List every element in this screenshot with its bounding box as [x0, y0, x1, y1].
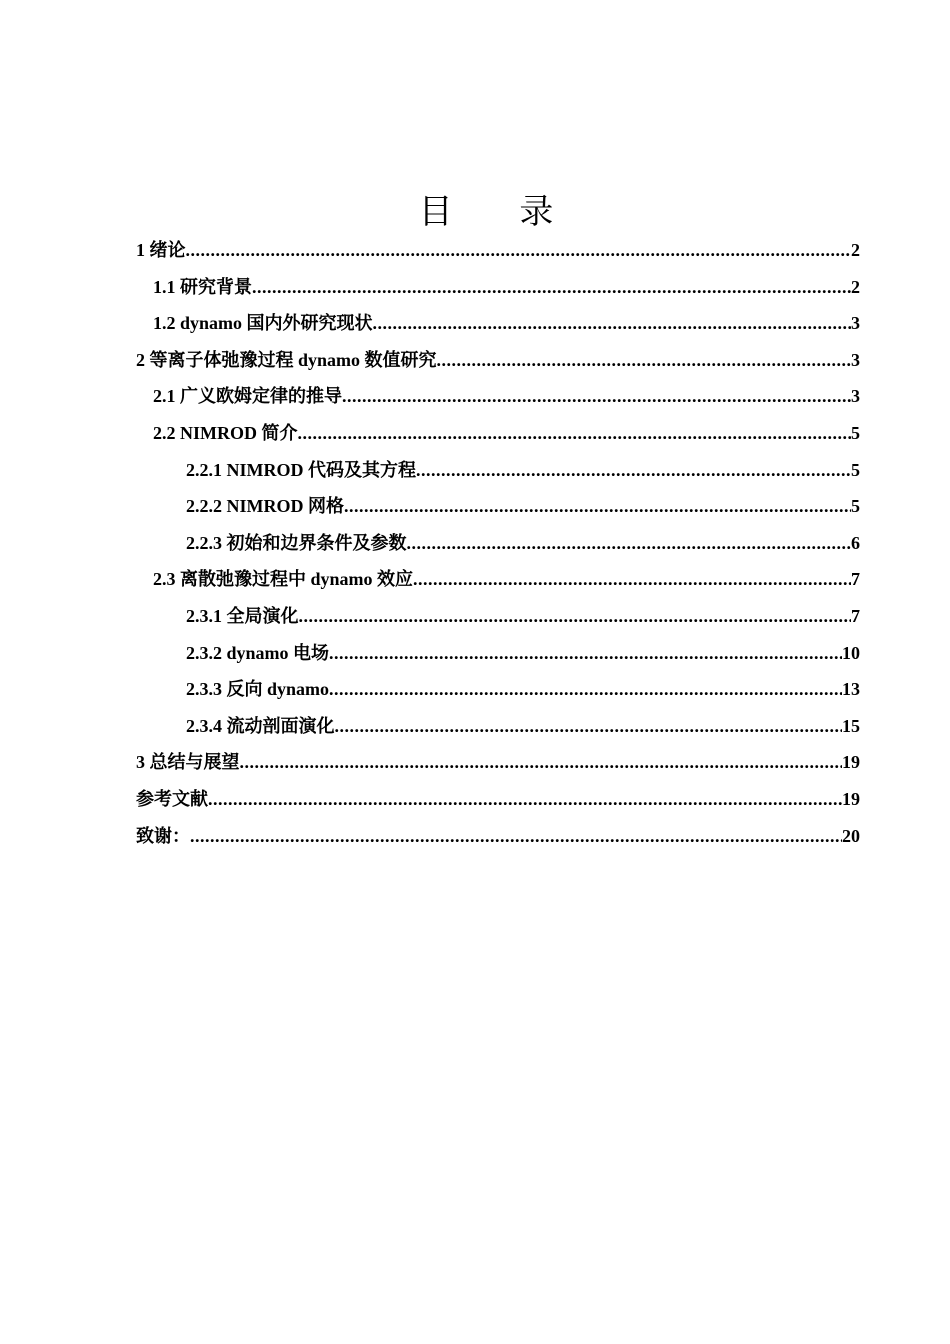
toc-title: 目 录 [418, 192, 582, 232]
toc-dot-leader [407, 525, 852, 562]
toc-entry-2-3-1[interactable] [136, 598, 860, 635]
toc-dot-leader [190, 818, 842, 855]
toc-entry-page: 13 [842, 679, 860, 700]
toc-entry-2-3[interactable] [136, 561, 860, 598]
toc-dot-leader [298, 415, 852, 452]
toc-entry-2-1[interactable] [136, 378, 860, 415]
toc-entry-2-3-2[interactable] [136, 635, 860, 672]
toc-entry-page: 5 [851, 496, 860, 517]
toc-dot-leader [299, 598, 852, 635]
toc-entry-label: 致谢： [136, 825, 190, 846]
toc-dot-leader [329, 671, 842, 708]
toc-entry-page: 7 [851, 605, 860, 626]
toc-entry-2-2-2[interactable] [136, 488, 860, 525]
toc-dot-leader [208, 781, 842, 818]
toc-dot-leader [329, 635, 842, 672]
toc-entry-page: 15 [842, 715, 860, 736]
toc-entry-label: 参考文献 [136, 788, 208, 809]
toc-dot-leader [344, 488, 851, 525]
toc-dot-leader [342, 378, 851, 415]
toc-entry-label: 1 绪论 [136, 240, 186, 260]
toc-entry-label: 2.2 NIMROD 简介 [153, 422, 298, 443]
toc-entry-label: 2.3.3 反向 dynamo [186, 679, 330, 700]
toc-entry-2-2-1[interactable] [136, 452, 860, 489]
toc-dot-leader [186, 232, 852, 269]
toc-dot-leader [437, 342, 851, 379]
toc-entry-page: 2 [851, 240, 860, 260]
toc-entry-2-3-4[interactable] [136, 708, 860, 745]
toc-entry-page: 5 [851, 422, 860, 443]
toc-entry-page: 20 [842, 825, 860, 846]
toc-entry-label: 2.2.2 NIMROD 网格 [186, 496, 344, 517]
toc-entry-label: 2.3 离散弛豫过程中 dynamo 效应 [153, 569, 414, 590]
toc-entry-2-2-3[interactable] [136, 525, 860, 562]
toc-entry-2[interactable] [136, 342, 860, 379]
toc-entry-page: 19 [842, 788, 860, 809]
toc-entry-1[interactable] [136, 232, 860, 269]
toc-entry-label: 2.3.4 流动剖面演化 [186, 715, 335, 736]
toc-entry-label: 2.2.3 初始和边界条件及参数 [186, 532, 407, 553]
toc-entry-page: 3 [851, 349, 860, 370]
toc-entry-page: 7 [851, 569, 860, 590]
toc-entry-page: 6 [851, 532, 860, 553]
toc-entry-page: 5 [851, 459, 860, 480]
toc-entry-label: 2.1 广义欧姆定律的推导 [153, 386, 342, 407]
toc-entry-1-2[interactable] [136, 305, 860, 342]
toc-entry-acknowledgements[interactable] [136, 818, 860, 855]
toc-entry-page: 2 [851, 276, 860, 297]
toc-dot-leader [416, 452, 851, 489]
toc-entry-page: 3 [851, 386, 860, 407]
toc-entry-1-1[interactable] [136, 269, 860, 306]
toc-dot-leader [252, 269, 851, 306]
toc-entry-page: 3 [851, 313, 860, 334]
toc-entry-references[interactable] [136, 781, 860, 818]
toc-dot-leader [240, 744, 843, 781]
toc-entry-label: 1.1 研究背景 [153, 276, 252, 297]
toc-dot-leader [335, 708, 843, 745]
toc-entry-2-3-3[interactable] [136, 671, 860, 708]
toc-entry-label: 2.2.1 NIMROD 代码及其方程 [186, 459, 416, 480]
toc-entry-label: 3 总结与展望 [136, 752, 240, 773]
toc-dot-leader [413, 561, 851, 598]
toc-entry-label: 1.2 dynamo 国内外研究现状 [153, 313, 373, 334]
toc-entry-label: 2.3.2 dynamo 电场 [186, 642, 330, 663]
toc-entry-label: 2 等离子体弛豫过程 dynamo 数值研究 [136, 349, 437, 370]
toc-entry-page: 19 [842, 752, 860, 773]
toc-entry-page: 10 [842, 642, 860, 663]
table-of-contents [136, 232, 860, 854]
toc-dot-leader [373, 305, 851, 342]
toc-entry-label: 2.3.1 全局演化 [186, 605, 299, 626]
toc-entry-3[interactable] [136, 744, 860, 781]
toc-entry-2-2[interactable] [136, 415, 860, 452]
